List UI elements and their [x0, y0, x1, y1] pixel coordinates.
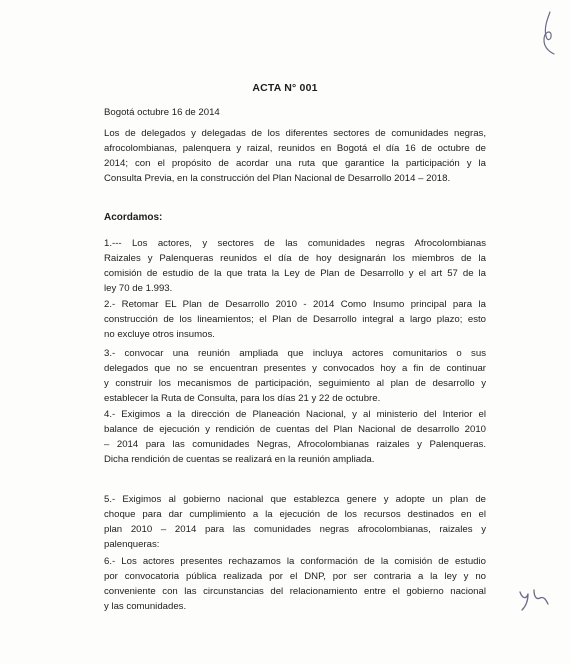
item-line: ley 70 de 1.993.: [104, 283, 173, 294]
section-heading: Acordamos:: [104, 212, 163, 223]
item-line: 6.- Los actores presentes rechazamos la conformación de la comisión de estudio: [104, 556, 486, 567]
item-line: por convocatoria pública realizada por el DNP, por ser contraria a la ley y no: [104, 571, 486, 582]
item-line: 5.- Exigimos al gobierno nacional que establezca genere y adopte un plan de: [104, 494, 486, 505]
document-date: Bogotá octubre 16 de 2014: [104, 107, 220, 118]
intro-line: Consulta Previa, en la construcción del Plan Nacional de Desarrollo 2014 – 2018.: [104, 173, 451, 184]
agreement-item: [104, 492, 486, 552]
intro-line: 2014; con el propósito de acordar una ruta que garantice la participación y la: [104, 158, 486, 169]
item-line: establecer la Ruta de Consulta, para los días 21 y 22 de octubre.: [104, 393, 381, 404]
item-line: y construir los mecanismos de participación, seguimiento al plan de desarrollo y: [104, 378, 486, 389]
item-line: comisión de estudio de la que trata la Ley de Plan de Desarrollo y el art 57 de la: [104, 268, 486, 279]
intro-paragraph: [104, 126, 486, 186]
item-line: palenqueras:: [104, 539, 160, 550]
item-line: conveniente con las circunstancias del relacionamiento entre el gobierno nacional: [104, 586, 486, 597]
item-line: choque para dar cumplimiento a la ejecución de los recursos destinados en el: [104, 509, 486, 520]
intro-line: Los de delegados y delegadas de los diferentes sectores de comunidades negras,: [104, 128, 486, 139]
item-line: y las comunidades.: [104, 601, 187, 612]
item-line: 4.- Exigimos a la dirección de Planeación Nacional, y al ministerio del Interior el: [104, 409, 486, 420]
agreement-item: [104, 554, 486, 614]
document-title: ACTA N° 001: [252, 82, 318, 94]
item-line: – 2014 para las comunidades Negras, Afrocolombianas raizales y Palenqueras.: [104, 439, 486, 450]
agreement-item: [104, 236, 486, 296]
item-line: plan 2010 – 2014 para las comunidades negras afrocolombianas, raizales y: [104, 524, 486, 535]
item-line: 2.- Retomar EL Plan de Desarrollo 2010 - 2014 Como Insumo principal para la: [104, 299, 486, 310]
agreement-item: [104, 407, 486, 467]
item-line: no excluye otros insumos.: [104, 329, 215, 340]
agreement-item: [104, 297, 486, 342]
intro-line: afrocolombianas, palenquera y raizal, reunidos en Bogotá el día 16 de octubre de: [104, 143, 486, 154]
agreement-item: [104, 346, 486, 406]
item-line: delegados que no se encuentran presentes y convocados hoy a fin de continuar: [104, 363, 486, 374]
item-line: balance de ejecución y rendición de cuentas del Plan Nacional de desarrollo 2010: [104, 424, 486, 435]
item-line: 3.- convocar una reunión ampliada que incluya actores comunitarios o sus: [104, 348, 486, 359]
handwritten-initials: [516, 584, 552, 612]
item-line: Dicha rendición de cuentas se realizará en la reunión ampliada.: [104, 454, 375, 465]
item-line: construcción de los lineamientos; el Plan de Desarrollo integral a largo plazo; esto: [104, 314, 486, 325]
handwritten-mark: [538, 10, 558, 58]
item-line: Raizales y Palenqueras reunidos el día de hoy designarán los miembros de la: [104, 253, 486, 264]
item-line: 1.--- Los actores, y sectores de las comunidades negras Afrocolombianas: [104, 238, 486, 249]
